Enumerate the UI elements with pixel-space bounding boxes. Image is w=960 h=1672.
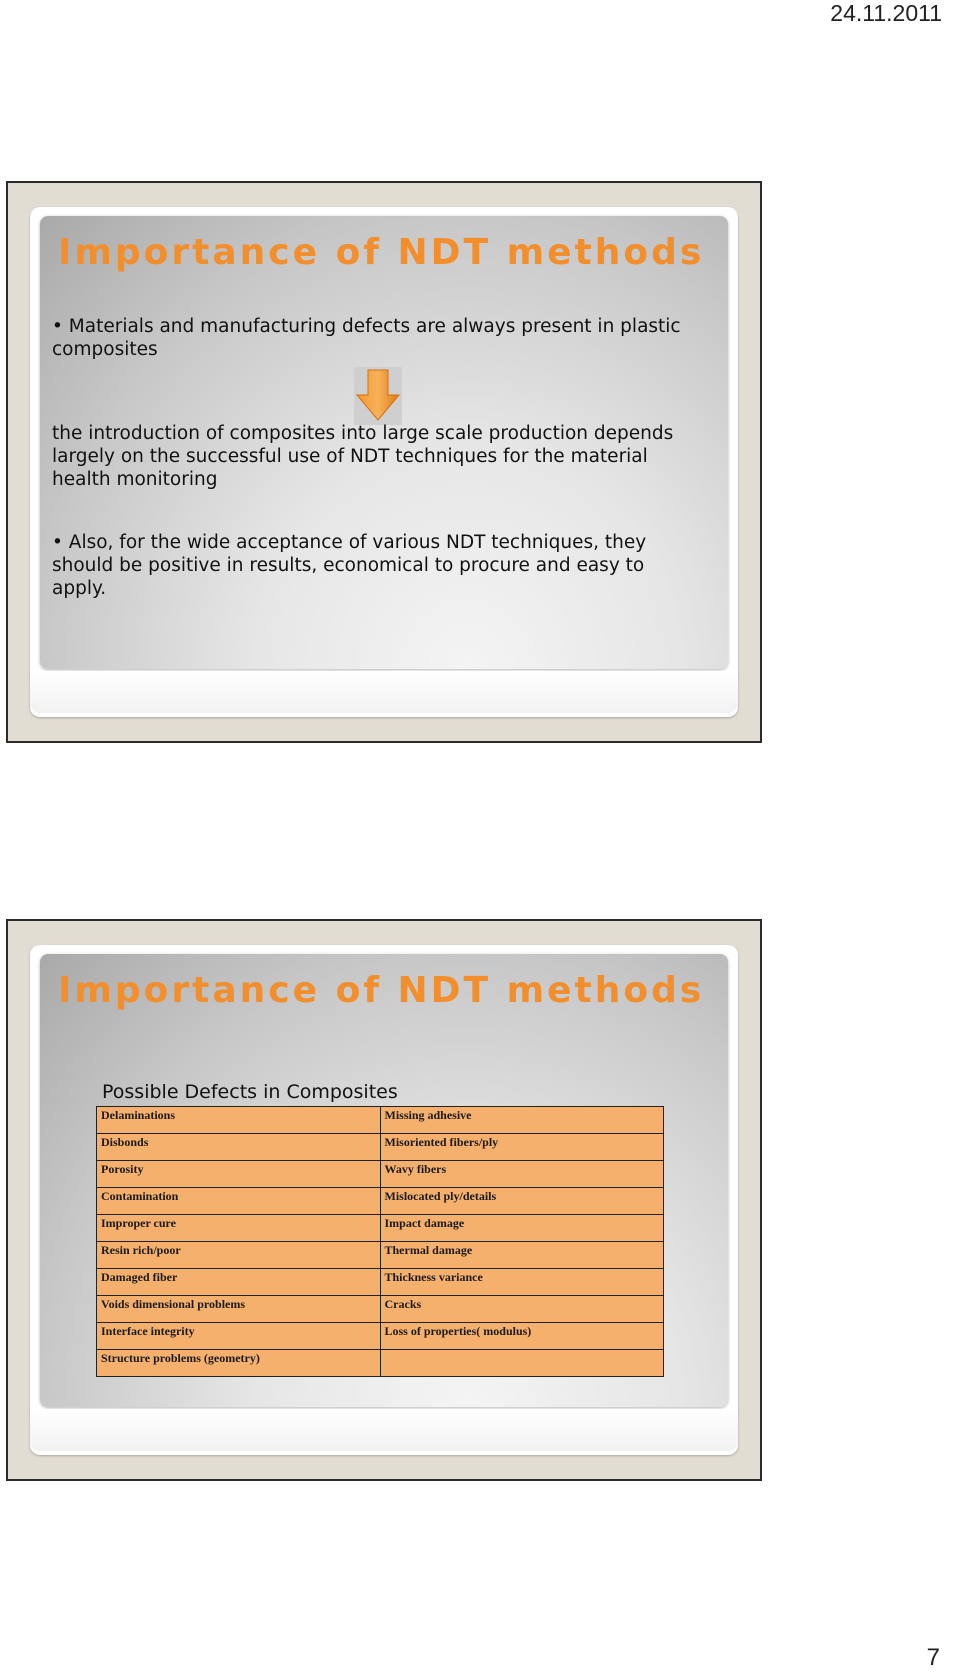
- defects-table: [96, 1106, 664, 1377]
- table-cell: Disbonds: [97, 1134, 381, 1161]
- table-cell: Wavy fibers: [380, 1161, 664, 1188]
- slide-2-footer-strip: [30, 1409, 738, 1451]
- slide-1-bullet-2: • Also, for the wide acceptance of various NDT techniques, they should be positive in results, economical to procure and easy to apply.: [52, 532, 647, 599]
- table-cell: Interface integrity: [97, 1323, 381, 1350]
- slide-1-bullet-1: • Materials and manufacturing defects are always present in plastic composites: [52, 316, 681, 360]
- slide-1: [6, 181, 762, 743]
- table-row: [97, 1107, 664, 1134]
- defects-table-caption: Possible Defects in Composites: [102, 1081, 398, 1103]
- slide-2: [6, 919, 762, 1481]
- table-cell: Voids dimensional problems: [97, 1296, 381, 1323]
- table-cell: Contamination: [97, 1188, 381, 1215]
- slide-1-content-panel: [40, 216, 728, 669]
- table-cell: Missing adhesive: [380, 1107, 664, 1134]
- table-cell: Loss of properties( modulus): [380, 1323, 664, 1350]
- slide-2-content-panel: [40, 954, 728, 1407]
- table-cell: Mislocated ply/details: [380, 1188, 664, 1215]
- slide-1-canvas: [30, 207, 738, 717]
- table-cell: Cracks: [380, 1296, 664, 1323]
- table-row: [97, 1134, 664, 1161]
- table-cell: Improper cure: [97, 1215, 381, 1242]
- table-cell: Resin rich/poor: [97, 1242, 381, 1269]
- table-row: [97, 1296, 664, 1323]
- table-row: [97, 1161, 664, 1188]
- table-cell: Porosity: [97, 1161, 381, 1188]
- table-row: [97, 1188, 664, 1215]
- table-cell: Thermal damage: [380, 1242, 664, 1269]
- table-row: [97, 1350, 664, 1377]
- slide-1-title: Importance of NDT methods: [58, 232, 705, 273]
- arrow-down-icon: [354, 367, 402, 425]
- slide-2-canvas: [30, 945, 738, 1455]
- table-cell: Structure problems (geometry): [97, 1350, 381, 1377]
- table-cell: Delaminations: [97, 1107, 381, 1134]
- table-cell: Misoriented fibers/ply: [380, 1134, 664, 1161]
- table-cell: Damaged fiber: [97, 1269, 381, 1296]
- table-row: [97, 1269, 664, 1296]
- table-cell: [380, 1350, 664, 1377]
- slide-1-footer-strip: [30, 671, 738, 713]
- table-cell: Impact damage: [380, 1215, 664, 1242]
- slide-2-title: Importance of NDT methods: [58, 970, 705, 1011]
- table-row: [97, 1215, 664, 1242]
- page-number: 7: [926, 1644, 940, 1671]
- slide-1-paragraph: the introduction of composites into large scale production depends largely on the successful use of NDT techniques for the material health monitoring: [52, 423, 674, 490]
- table-row: [97, 1323, 664, 1350]
- table-cell: Thickness variance: [380, 1269, 664, 1296]
- page-date: 24.11.2011: [830, 0, 942, 26]
- table-row: [97, 1242, 664, 1269]
